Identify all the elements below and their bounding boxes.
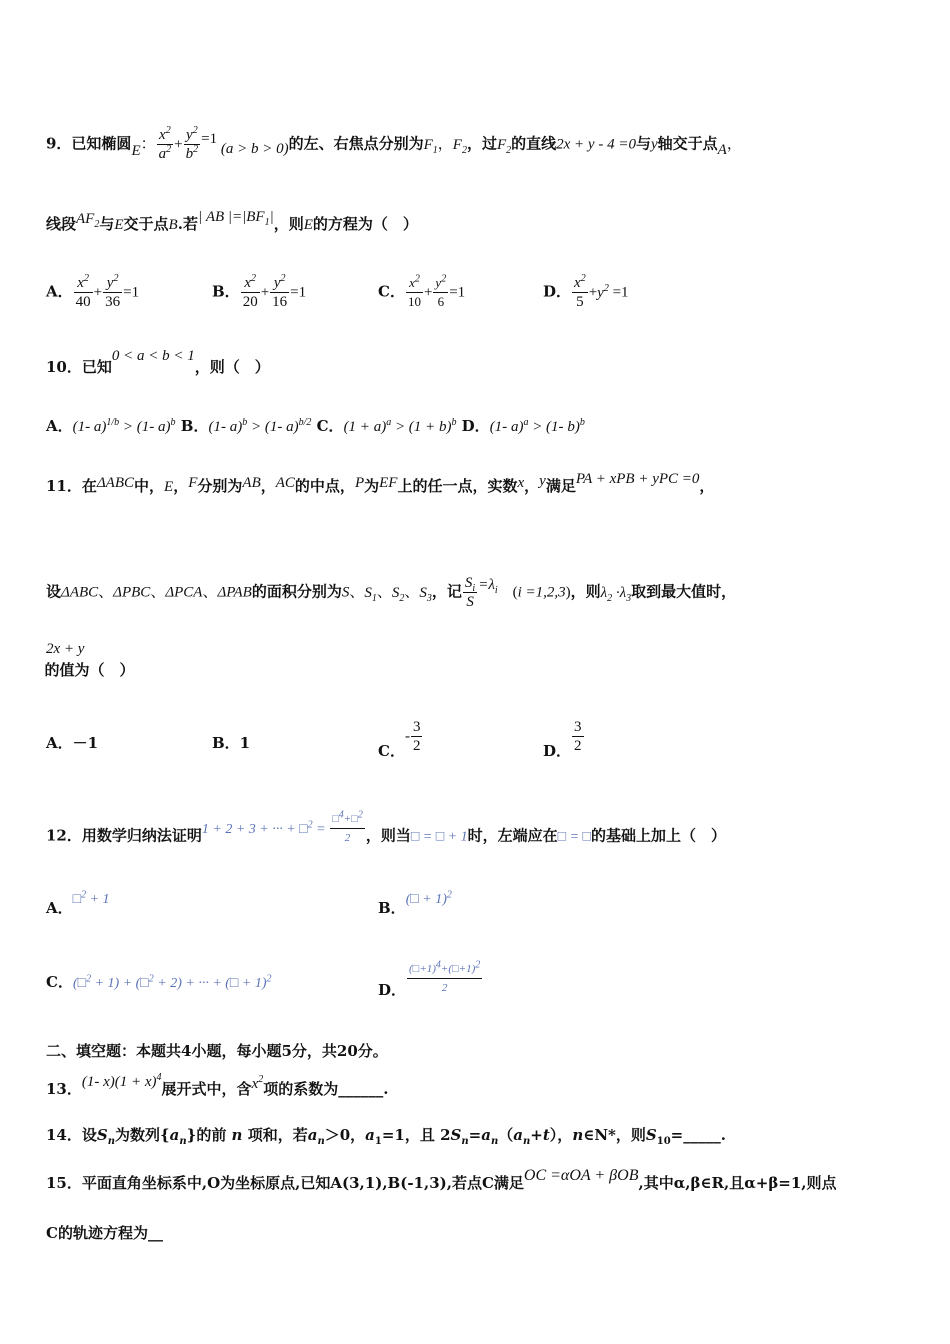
- q9-text: 与: [635, 134, 651, 153]
- q11-text: 分别为: [197, 477, 243, 495]
- q11-text: 的值为（ ）: [44, 661, 135, 679]
- q13-text: 13．: [46, 1080, 82, 1098]
- q14-text: （: [498, 1126, 514, 1144]
- q13-stem: 13．(1- $x)(1 + x)^4$展开式中，含$x^2$项的系数为______.: [46, 1072, 389, 1098]
- q13-text: 展开式中，含: [161, 1080, 252, 1098]
- q14-text: +: [530, 1126, 543, 1144]
- q12-text: 12．用数学归纳法证明: [46, 826, 202, 845]
- q14-text: 项和，若: [247, 1126, 308, 1144]
- option-label: B．1: [212, 734, 251, 752]
- option-label: A．: [46, 282, 73, 301]
- q9-line2: 线段$AF_2$与E交于点B.若| AB $|=|BF_1|$，则E的方程为（ ）: [46, 209, 418, 233]
- q14-text: ∈N*，则: [583, 1126, 646, 1144]
- q11-text: 的中点，: [294, 477, 355, 495]
- option-label: D．: [543, 282, 572, 301]
- q12-text: ，则当: [365, 826, 411, 845]
- q11-option-d[interactable]: D． $\frac{3}{2}$: [543, 719, 582, 760]
- q15-text: ,其中α,β∈R,且α+β=1,则点: [638, 1174, 837, 1192]
- q10-option-c[interactable]: $(1 + a)^a > (1 + b)^b$: [343, 417, 457, 435]
- q12-option-b[interactable]: B．(□ + 1)$^2$: [378, 889, 452, 917]
- q9-text: 的方程为（ ）: [312, 215, 418, 233]
- q11-text: ，: [260, 477, 276, 495]
- q10-text: 10．已知: [46, 358, 112, 376]
- q11-option-c[interactable]: C．- $\frac{3}{2}$: [378, 719, 421, 760]
- q9-option-b[interactable]: B． $\frac{x^2}{20}$ + $\frac{y^2}{16}$ =1: [212, 273, 307, 310]
- q9-text: 交于点: [123, 215, 169, 233]
- q14-text: =_____.: [670, 1126, 726, 1144]
- q12-option-c[interactable]: C．(□$^2$ + 1) + (□$^2$ + 2) + ··· + (□ + 1)$^2$: [46, 973, 272, 991]
- q14-text: ＞0，: [324, 1126, 366, 1144]
- q14-text: =: [468, 1126, 482, 1144]
- q14-text: =1，且 2: [381, 1126, 451, 1144]
- q11-text: ，则: [570, 582, 601, 601]
- q10-option-d[interactable]: (1- a)$^a$ > (1- b)$^b$: [489, 417, 585, 435]
- option-label: D．: [543, 741, 572, 760]
- q11-text: 设: [46, 582, 62, 601]
- option-label: B．: [212, 282, 240, 301]
- option-label: C．: [378, 282, 405, 301]
- option-label: D．: [378, 980, 407, 999]
- q11-text: 的面积分别为: [251, 582, 342, 601]
- q11-line3: 2x + y的值为（ ）: [44, 641, 135, 679]
- option-label: C．: [316, 417, 344, 435]
- q10-options: [46, 416, 585, 437]
- q14-text: ），: [549, 1126, 573, 1144]
- option-label: B．: [180, 417, 209, 435]
- q9-text: 与: [99, 215, 115, 233]
- q15-line1: 15．平面直角坐标系中,O为坐标原点,已知A(3,1),B(-1,3),若点C满足OC =αOA + βOB,其中α,β∈R,且α+β=1,则点: [46, 1167, 837, 1192]
- q11-text: ，记: [431, 582, 462, 601]
- option-label: D．: [461, 417, 490, 435]
- q15-line2: C的轨迹方程为__: [46, 1224, 163, 1242]
- q11-text: ，: [524, 477, 540, 495]
- q10-option-b[interactable]: (1- a)$^b$ > (1- a)$^{b/2}$: [208, 417, 312, 435]
- q9-text: 的左、右焦点分别为: [288, 134, 424, 153]
- q9-text: 线段: [46, 215, 77, 233]
- option-label: A．: [46, 417, 73, 435]
- q11-option-b[interactable]: [212, 733, 250, 753]
- q9-text: 的直线: [511, 134, 557, 153]
- option-label: C．: [46, 973, 73, 991]
- option-label: B．: [378, 899, 406, 917]
- option-label: A．: [46, 899, 73, 917]
- q14-text: }的前: [186, 1126, 227, 1144]
- q11-text: 满足: [545, 477, 576, 495]
- section-2-heading: 二、填空题：本题共4小题，每小题5分，共20分。: [46, 1042, 388, 1060]
- q11-text: 上的任一点，实数: [397, 477, 518, 495]
- option-label: C．: [378, 741, 405, 760]
- q9-text: 轴交于点: [657, 134, 718, 153]
- q10-stem: [46, 348, 270, 378]
- q10-text: ，则（ ）: [194, 358, 270, 376]
- q11-text: 取到最大值时，: [631, 582, 737, 601]
- q10-condition: 0 < a < b < 1: [111, 348, 195, 364]
- q11-text: 中，: [134, 477, 165, 495]
- q11-option-a[interactable]: [46, 733, 98, 753]
- q11-line1: 11．在ΔABC中，E，F分别为AB，AC的中点，P为EF上的任一点，实数x，y满足PA + xPB + yPC =0，: [46, 471, 715, 495]
- q11-text: ，: [699, 477, 715, 495]
- q9-text: ，过: [466, 134, 497, 153]
- q9-option-d[interactable]: D． $\frac{x^2}{5}$ $+y^2 =1$: [543, 273, 629, 310]
- q9-line1: 9．已知椭圆E： $\frac{x^2}{a^2}$ + $\frac{y^2}{b^2}$ =1 (a > b > 0)的左、右焦点分别为$F_1$，$F_2$，过$F_2$的直线2x + y - 4 =0与y轴交于点A，: [46, 125, 742, 162]
- q11-text: 为: [364, 477, 380, 495]
- q9-text: .若: [177, 215, 198, 233]
- q9-text: ，则: [273, 215, 304, 233]
- q10-option-a[interactable]: (1- a)$^{1/b}$ > (1- a)$^b$: [72, 417, 176, 435]
- q14-text: 14．设: [46, 1126, 97, 1144]
- q12-stem: 12．用数学归纳法证明1 + 2 + 3 + ··· + □$^2$ = $\frac{□^4+□^2}{2}$ ，则当□ = □ + 1时，左端应在□ = □的基础上加上（ ）: [46, 809, 727, 845]
- q13-text: 项的系数为______.: [263, 1080, 389, 1098]
- q12-text: 的基础上加上（ ）: [591, 826, 727, 845]
- q14-stem: 14．设$S_n$为数列$\{a_n\}$的前 n 项和，若$a_n>0$，$a_1=1$，且 $2S_n=a_n(a_n+t)$，n∈N*，则$S_{10}=\_\_\_\_\_$.: [46, 1126, 726, 1147]
- q12-option-a[interactable]: A．□$^2$ + 1: [46, 889, 110, 917]
- q14-text: 为数列{: [115, 1126, 170, 1144]
- q12-option-d[interactable]: D． $\frac{(□+1)^4+(□+1)^2}{2}$: [378, 959, 481, 999]
- q9-text: 9．已知椭圆: [46, 134, 132, 153]
- q15-text: 15．平面直角坐标系中,O为坐标原点,已知A(3,1),B(-1,3),若点C满足: [46, 1174, 524, 1192]
- option-label: A．－1: [46, 734, 99, 752]
- q9-option-a[interactable]: A． $\frac{x^2}{40}$ + $\frac{y^2}{36}$ =1: [46, 273, 140, 310]
- q9-option-c[interactable]: C． $\frac{x^2}{10}$ + $\frac{y^2}{6}$ =1: [378, 273, 466, 309]
- q12-text: 时，左端应在: [467, 826, 558, 845]
- q11-line2: 设ΔABC、ΔPBC、ΔPCA、ΔPAB的面积分别为S、$S_1$、$S_2$、$S_3$，记 $\frac{S_i}{S}$ $=\lambda_i$ (i =1,2,3)，则$\lambda_2 \cdot\lambda_3$取到最大值时，: [46, 575, 737, 610]
- q11-text: 11．在: [46, 477, 97, 495]
- q11-text: ，: [173, 477, 189, 495]
